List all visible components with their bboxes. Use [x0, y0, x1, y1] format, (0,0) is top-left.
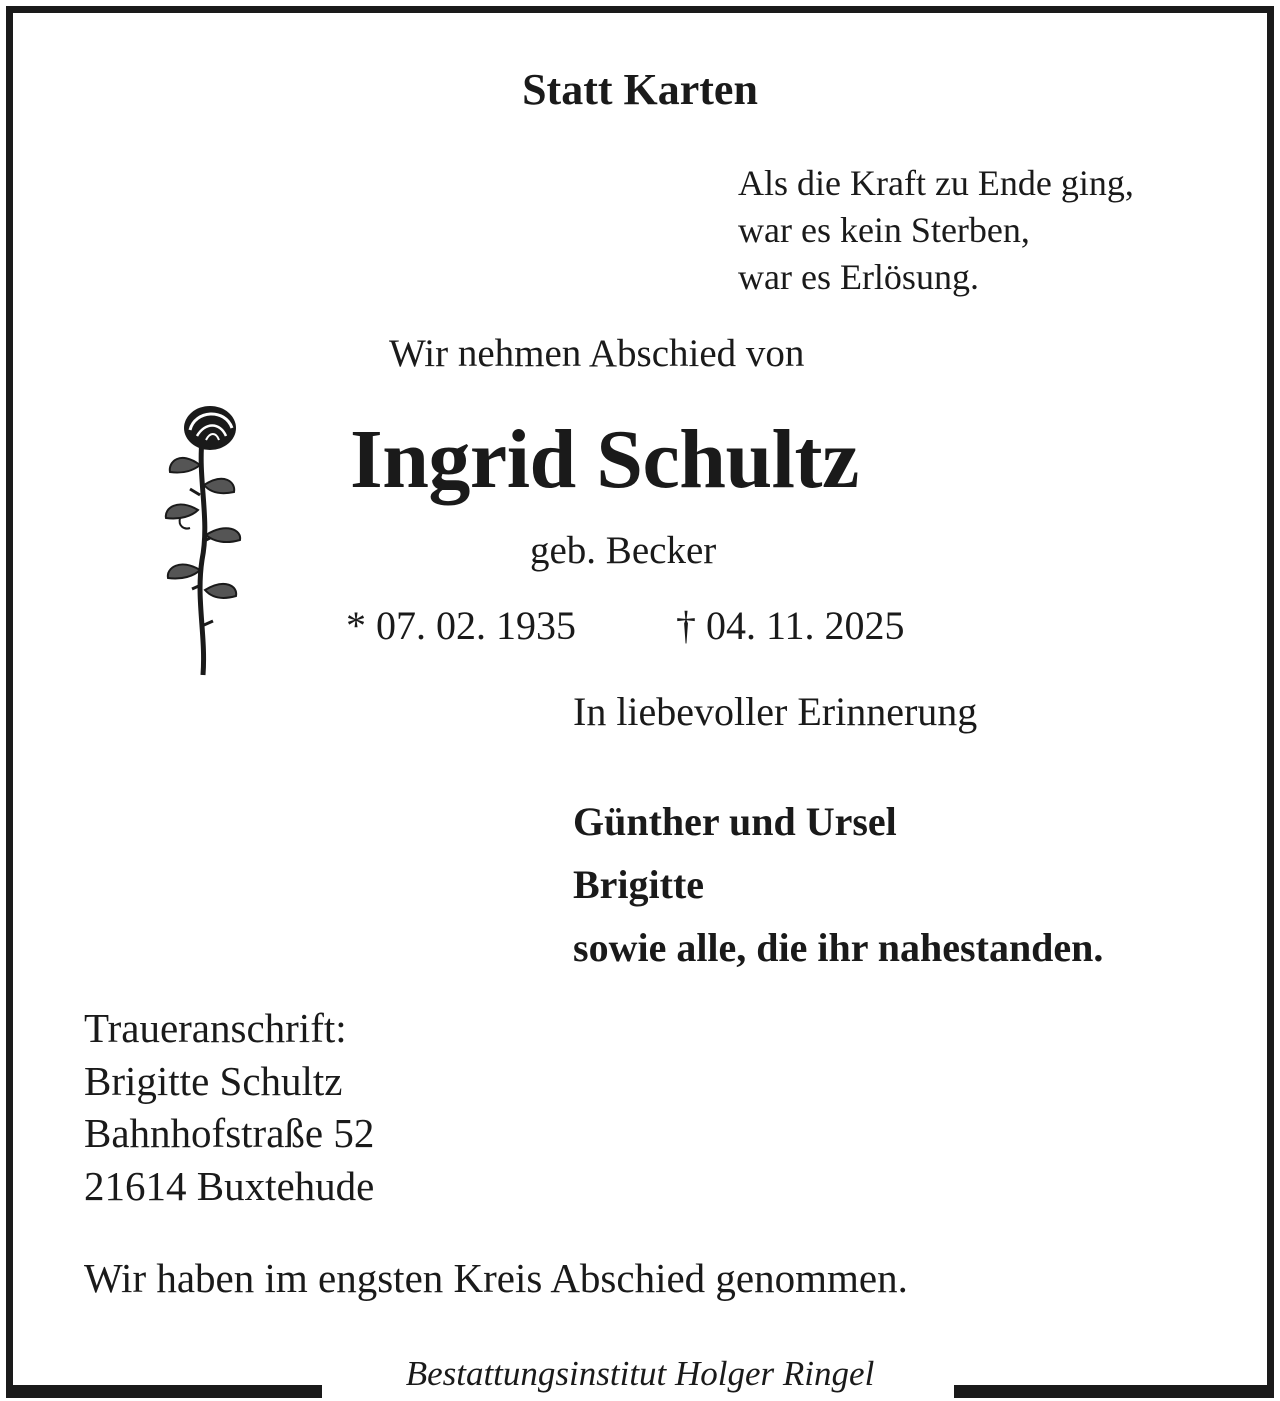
mourner-line: Günther und Ursel — [573, 799, 897, 844]
closing-statement: Wir haben im engsten Kreis Abschied genommen. — [84, 1255, 908, 1301]
mourner-line: Brigitte — [573, 862, 705, 907]
maiden-name: geb. Becker — [530, 529, 717, 572]
poem-line: Als die Kraft zu Ende ging, — [738, 163, 1134, 203]
address-line: 21614 Buxtehude — [84, 1162, 375, 1209]
rose-icon — [150, 400, 250, 680]
mourners — [573, 790, 1103, 979]
address-line: Brigitte Schultz — [84, 1057, 343, 1104]
address-line: Traueranschrift: — [84, 1005, 347, 1051]
poem-line: war es kein Sterben, — [738, 210, 1030, 250]
mourner-line: sowie alle, die ihr nahestanden. — [573, 925, 1104, 970]
address-line: Bahnhofstraße 52 — [84, 1110, 375, 1156]
mourning-address — [84, 1002, 374, 1212]
undertaker-credit: Bestattungsinstitut Holger Ringel — [405, 1354, 875, 1393]
deceased-name: Ingrid Schultz — [350, 413, 859, 506]
birth-date: * 07. 02. 1935 — [346, 603, 576, 648]
poem-line: war es Erlösung. — [738, 257, 979, 297]
death-date: † 04. 11. 2025 — [676, 603, 905, 648]
header-statt-karten: Statt Karten — [522, 65, 758, 114]
poem — [738, 160, 1134, 301]
memory-text: In liebevoller Erinnerung — [573, 689, 978, 734]
intro-text: Wir nehmen Abschied von — [389, 332, 805, 375]
